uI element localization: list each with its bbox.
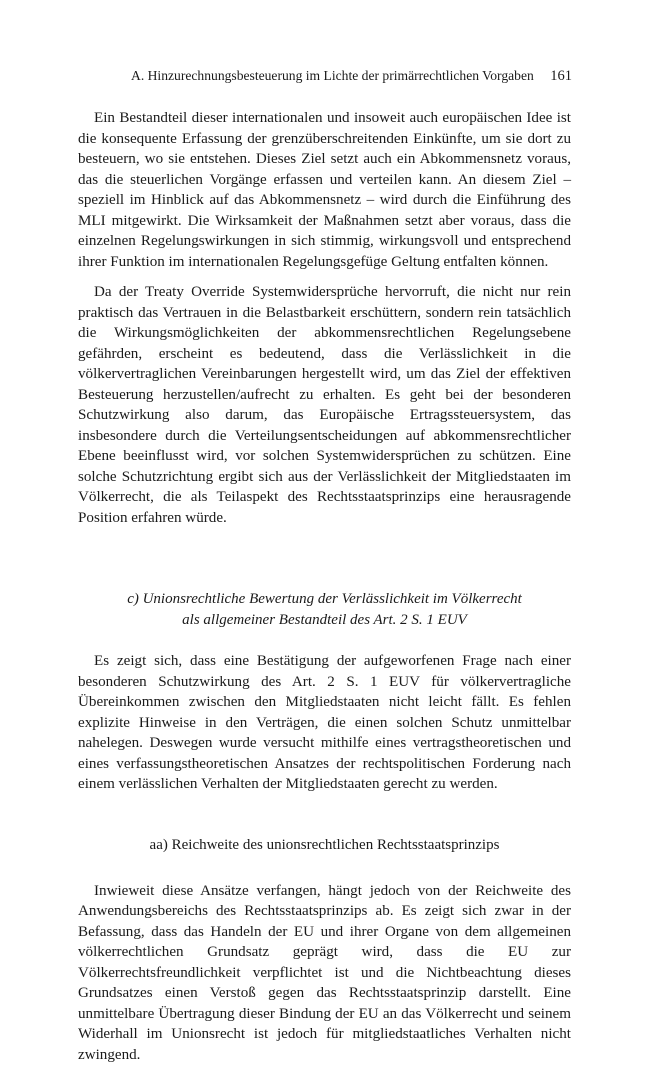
section-heading-c-line-1: c) Unionsrechtliche Bewertung der Verlässlichkeit im Völkerrecht bbox=[78, 589, 571, 610]
section-heading-c bbox=[78, 589, 571, 630]
page-number: 161 bbox=[550, 68, 572, 85]
paragraph-1: Ein Bestandteil dieser internationalen und insoweit auch europäischen Idee ist die konsequente Erfassung der grenzüberschreitenden Einkünfte, um sie dort zu besteuern, wo sie entstehen. Dieses Ziel setzt auch ein Abkommensnetz voraus, das die steuerlichen Vorgänge erfassen und verteilen kann. An diesem Ziel – speziell im Hinblick auf das Abkommensnetz – wird durch die Einführung des MLI mitgewirkt. Die Wirksamkeit der Maßnahmen setzt aber voraus, dass die einzelnen Regelungswirkungen in sich stimmig, wirkungsvoll und entsprechend ihrer Funktion im internationalen Regelungsgefüge Geltung entfalten können. bbox=[78, 108, 571, 272]
running-title: A. Hinzurechnungsbesteuerung im Lichte der primärrechtlichen Vorgaben bbox=[131, 68, 534, 84]
paragraph-4: Inwieweit diese Ansätze verfangen, hängt jedoch von der Reichweite des Anwendungsbereichs des Rechtsstaatsprinzips ab. Es zeigt sich zwar in der Befassung, dass das Handeln der EU und ihrer Organe von dem allgemeinen völkerrechtlichen Grundsatz geprägt wird, dass die EU zur Völkerrechtsfreundlichkeit verpflichtet ist und die Nichtbeachtung dieses Grundsatzes einen Verstoß gegen das Rechtsstaatsprinzip darstellt. Eine unmittelbare Übertragung dieser Bindung der EU an das Völkerrecht und seinem Widerhall im Unionsrecht ist jedoch für mitgliedstaatliches Verhalten nicht zwingend. bbox=[78, 881, 571, 1065]
section-heading-c-line-2: als allgemeiner Bestandteil des Art. 2 S. 1 EUV bbox=[78, 610, 571, 631]
section-heading-aa: aa) Reichweite des unionsrechtlichen Rechtsstaatsprinzips bbox=[78, 835, 571, 855]
paragraph-3: Es zeigt sich, dass eine Bestätigung der aufgeworfenen Frage nach einer besonderen Schutzwirkung des Art. 2 S. 1 EUV für völkervertragliche Übereinkommen zwischen den Mitgliedstaaten nicht leicht fällt. Es fehlen explizite Hinweise in den Verträgen, die einen solchen Schutz unmittelbar nahelegen. Deswegen wurde versucht mithilfe eines vertragstheoretischen und eines verfassungstheoretischen Ansatzes der rechtspolitischen Forderung nach einem verlässlichen Verhalten der Mitgliedstaaten gerecht zu werden. bbox=[78, 651, 571, 795]
paragraph-2: Da der Treaty Override Systemwidersprüche hervorruft, die nicht nur rein praktisch das Vertrauen in die Belastbarkeit erschüttern, sondern rein tatsächlich die Wirkungsmöglichkeiten der abkommensrechtlichen Regelungsebene gefährden, erscheint es bedeutend, dass die Verlässlichkeit in die völkervertraglichen Vereinbarungen hergestellt wird, um das Ziel der effektiven Besteuerung herzustellen/aufrecht zu erhalten. Es geht bei der besonderen Schutzwirkung also darum, das Europäische Ertragssteuersystem, das insbesondere durch die Verteilungsentscheidungen auf abkommensrechtlicher Ebene beeinflusst wird, vor solchen Systemwidersprüchen zu schützen. Eine solche Schutzrichtung ergibt sich aus der Verlässlichkeit der Mitgliedstaaten im Völkerrecht, die als Teilaspekt des Rechtsstaatsprinzips eine herausragende Position erfahren würde. bbox=[78, 282, 571, 528]
running-header bbox=[131, 68, 572, 88]
page-body bbox=[78, 108, 571, 1065]
